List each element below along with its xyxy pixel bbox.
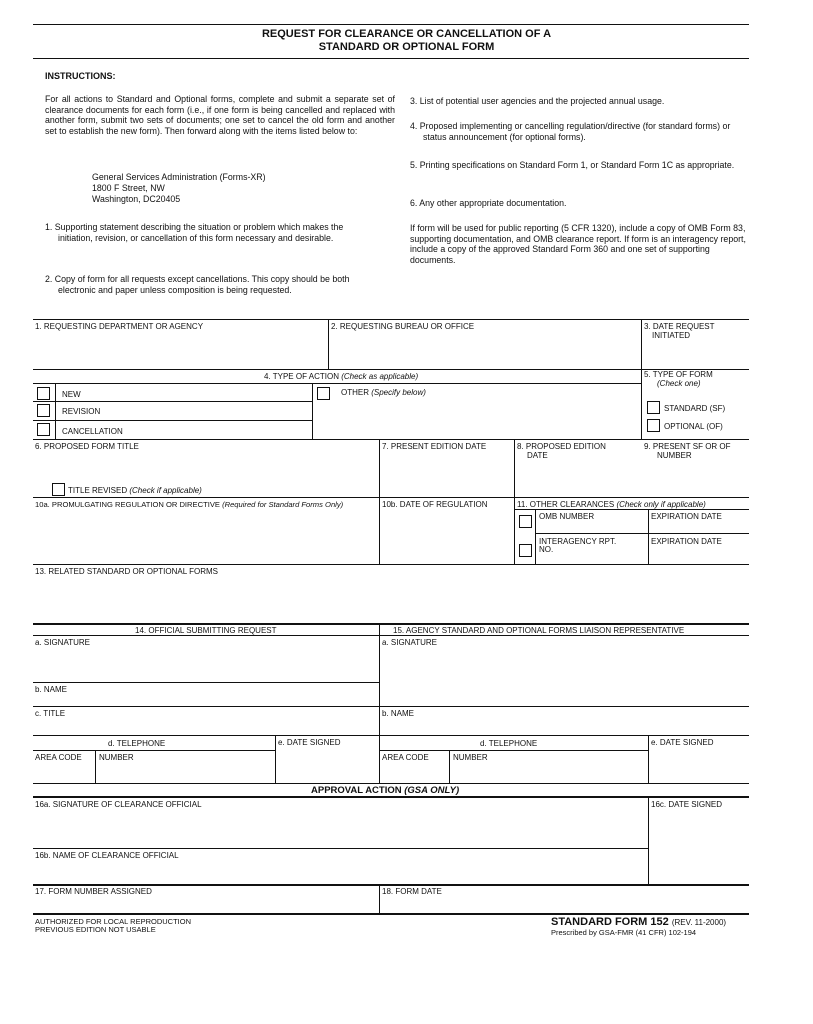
label-interagency-expiration-date: EXPIRATION DATE (651, 537, 722, 546)
form-title-line2: STANDARD OR OPTIONAL FORM (318, 41, 495, 53)
public-reporting-note: If form will be used for public reporting (5 CFR 1320), include a copy of OMB Form 83, supporting documentation, and OMB clearance report. If form is an interagency report, include a copy of the approved Standard Form 360 and one set of supporting documents. (410, 223, 746, 265)
checkbox-revision[interactable] (37, 404, 50, 417)
instruction-item-6: 6. Any other appropriate documentation. (410, 198, 567, 208)
proposed-edition-date-input[interactable] (517, 462, 639, 497)
checkbox-optional-of[interactable] (647, 419, 660, 432)
divider (312, 383, 313, 439)
rule (33, 750, 275, 751)
divider (55, 383, 56, 439)
rule (379, 750, 648, 751)
label-requesting-bureau: 2. REQUESTING BUREAU OR OFFICE (331, 322, 475, 331)
rule (33, 735, 749, 736)
signature-clearance-official-input[interactable] (35, 811, 641, 847)
name-14-input[interactable] (35, 695, 375, 705)
divider (648, 509, 649, 564)
footer-prescribed: Prescribed by GSA-FMR (41 CFR) 102-194 (551, 928, 697, 937)
label-proposed-form-title: 6. PROPOSED FORM TITLE (35, 442, 139, 451)
label-cancellation: CANCELLATION (62, 427, 123, 436)
label-signature-clearance-official: 16a. SIGNATURE OF CLEARANCE OFFICIAL (35, 800, 202, 809)
divider (379, 439, 380, 564)
label-date-signed-16c: 16c. DATE SIGNED (651, 800, 722, 809)
label-type-of-form-note: (Check one) (657, 379, 701, 388)
divider (648, 796, 649, 884)
proposed-form-title-input[interactable] (35, 453, 375, 481)
rule (33, 706, 749, 707)
label-other-clearances: 11. OTHER CLEARANCES (Check only if applicable) (517, 500, 706, 509)
address-line1: General Services Administration (Forms-XR) (92, 172, 266, 182)
checkbox-title-revised[interactable] (52, 483, 65, 496)
label-date-signed-15: e. DATE SIGNED (651, 738, 714, 747)
label-name-clearance-official: 16b. NAME OF CLEARANCE OFFICIAL (35, 851, 179, 860)
label-form-date: 18. FORM DATE (382, 887, 442, 896)
label-liaison-representative: 15. AGENCY STANDARD AND OPTIONAL FORMS LIAISON REPRESENTATIVE (393, 626, 685, 635)
rule (33, 682, 379, 683)
label-area-code-15: AREA CODE (382, 753, 429, 762)
label-form-number-assigned: 17. FORM NUMBER ASSIGNED (35, 887, 152, 896)
rule (33, 783, 749, 784)
divider (379, 884, 380, 913)
rule (33, 383, 641, 384)
label-title-revised: TITLE REVISED (Check if applicable) (68, 486, 202, 495)
form-date-input[interactable] (382, 897, 746, 911)
checkbox-other[interactable] (317, 387, 330, 400)
label-date-of-regulation: 10b. DATE OF REGULATION (382, 500, 488, 509)
label-signature-14: a. SIGNATURE (35, 638, 90, 647)
signature-15-input[interactable] (382, 648, 746, 704)
label-present-sf-of: 9. PRESENT SF OR OF (644, 442, 731, 451)
label-present-edition-date: 7. PRESENT EDITION DATE (382, 442, 487, 451)
checkbox-cancellation[interactable] (37, 423, 50, 436)
phone-number-15-input[interactable] (453, 763, 646, 781)
label-number-15: NUMBER (453, 753, 488, 762)
name-clearance-official-input[interactable] (35, 862, 641, 882)
present-sf-of-number-input[interactable] (644, 462, 748, 497)
label-interagency-rpt: INTERAGENCY RPT. (539, 537, 617, 546)
area-code-14-input[interactable] (35, 763, 93, 781)
phone-number-14-input[interactable] (99, 763, 273, 781)
form-number-assigned-input[interactable] (35, 897, 375, 911)
label-title-14: c. TITLE (35, 709, 66, 718)
rule (33, 564, 749, 565)
checkbox-standard-sf[interactable] (647, 401, 660, 414)
checkbox-new[interactable] (37, 387, 50, 400)
rule (33, 635, 749, 636)
label-interagency-rpt-2: NO. (539, 545, 554, 554)
signature-14-input[interactable] (35, 648, 375, 681)
title-14-input[interactable] (35, 719, 375, 734)
label-number-14: NUMBER (99, 753, 134, 762)
label-requesting-agency: 1. REQUESTING DEPARTMENT OR AGENCY (35, 322, 204, 331)
rule (33, 420, 312, 421)
label-promulgating-regulation: 10a. PROMULGATING REGULATION OR DIRECTIVE (Required for Standard Forms Only) (35, 500, 344, 509)
label-name-15: b. NAME (382, 709, 415, 718)
requesting-bureau-input[interactable] (331, 333, 639, 369)
label-date-signed-14: e. DATE SIGNED (278, 738, 341, 747)
label-omb-expiration-date: EXPIRATION DATE (651, 512, 722, 521)
divider (95, 750, 96, 783)
area-code-15-input[interactable] (382, 763, 447, 781)
date-signed-14-input[interactable] (278, 748, 376, 781)
rule (33, 913, 749, 915)
divider (535, 509, 536, 564)
rule (535, 533, 749, 534)
date-of-regulation-input[interactable] (382, 511, 512, 562)
address-line2: 1800 F Street, NW (92, 183, 165, 193)
label-date-request-2: INITIATED (652, 331, 691, 340)
label-date-request: 3. DATE REQUEST (644, 322, 715, 331)
label-official-submitting: 14. OFFICIAL SUBMITTING REQUEST (135, 626, 277, 635)
label-telephone-14: d. TELEPHONE (108, 739, 166, 748)
rule (33, 796, 749, 798)
instruction-item-3: 3. List of potential user agencies and the projected annual usage. (410, 96, 665, 106)
rule (33, 439, 749, 440)
interagency-expiration-date-input[interactable] (651, 547, 748, 562)
rule (33, 623, 749, 625)
divider (641, 319, 642, 439)
title-rule (33, 58, 749, 59)
present-edition-date-input[interactable] (382, 453, 512, 497)
label-optional-of: OPTIONAL (OF) (664, 422, 723, 431)
divider (449, 750, 450, 783)
top-rule (33, 24, 749, 25)
name-15-input[interactable] (382, 719, 746, 734)
label-area-code-14: AREA CODE (35, 753, 82, 762)
checkbox-omb-number[interactable] (519, 515, 532, 528)
promulgating-regulation-input[interactable] (35, 520, 375, 562)
date-signed-15-input[interactable] (651, 748, 748, 781)
rule (33, 369, 749, 370)
divider (328, 319, 329, 369)
instructions-heading: INSTRUCTIONS: (45, 71, 116, 81)
rule (33, 848, 648, 849)
rule (514, 509, 749, 510)
divider (275, 735, 276, 783)
label-present-sf-of-2: NUMBER (657, 451, 692, 460)
instruction-item-1: 1. Supporting statement describing the situation or problem which makes the initiation, revision, or cancellation of this form necessary and desirable. (45, 222, 344, 243)
footer-form-name: STANDARD FORM 152 (REV. 11-2000) (551, 916, 727, 928)
label-revision: REVISION (62, 407, 101, 416)
instruction-item-2: 2. Copy of form for all requests except cancellations. This copy should be both electronic and paper unless composition is being requested. (45, 274, 350, 295)
requesting-agency-input[interactable] (35, 333, 325, 369)
form-title-line1: REQUEST FOR CLEARANCE OR CANCELLATION OF A (261, 28, 552, 40)
other-specify-input[interactable] (316, 402, 638, 438)
label-proposed-edition-date-2: DATE (527, 451, 548, 460)
related-forms-input[interactable] (35, 578, 747, 622)
label-standard-sf: STANDARD (SF) (664, 404, 726, 413)
label-approval-action: APPROVAL ACTION (GSA ONLY) (311, 785, 460, 796)
label-new: NEW (62, 390, 81, 399)
instruction-item-4: 4. Proposed implementing or cancelling regulation/directive (for standard forms) or status announcement (for optional forms). (410, 121, 731, 142)
rule (33, 497, 749, 498)
rule (33, 884, 749, 886)
checkbox-interagency-rpt[interactable] (519, 544, 532, 557)
divider (514, 439, 515, 564)
divider (648, 735, 649, 783)
instruction-item-5: 5. Printing specifications on Standard Form 1, or Standard Form 1C as appropriate. (410, 160, 735, 170)
date-request-input[interactable] (644, 341, 748, 369)
omb-expiration-date-input[interactable] (651, 522, 748, 532)
label-name-14: b. NAME (35, 685, 68, 694)
label-related-forms: 13. RELATED STANDARD OR OPTIONAL FORMS (35, 567, 218, 576)
label-type-of-form: 5. TYPE OF FORM (644, 370, 713, 379)
instructions-intro: For all actions to Standard and Optional forms, complete and submit a separate set of clearance documents for each form (i.e., if one form is being cancelled and replaced with another form, submit two sets of documents; one set to cancel the old form and another set to establish the new form). Then forward along with the items listed below to: (45, 94, 395, 136)
label-omb-number: OMB NUMBER (539, 512, 595, 521)
label-proposed-edition-date: 8. PROPOSED EDITION (517, 442, 606, 451)
omb-number-input[interactable] (539, 522, 645, 532)
label-signature-15: a. SIGNATURE (382, 638, 437, 647)
address-line3: Washington, DC20405 (92, 194, 181, 204)
rule (33, 401, 312, 402)
divider (379, 623, 380, 783)
label-other: OTHER (Specify below) (341, 388, 426, 397)
footer-previous-edition: PREVIOUS EDITION NOT USABLE (35, 925, 156, 934)
date-signed-16c-input[interactable] (651, 811, 748, 881)
label-type-of-action: 4. TYPE OF ACTION (Check as applicable) (264, 372, 419, 381)
label-telephone-15: d. TELEPHONE (480, 739, 538, 748)
footer-authorized: AUTHORIZED FOR LOCAL REPRODUCTION (35, 917, 191, 926)
